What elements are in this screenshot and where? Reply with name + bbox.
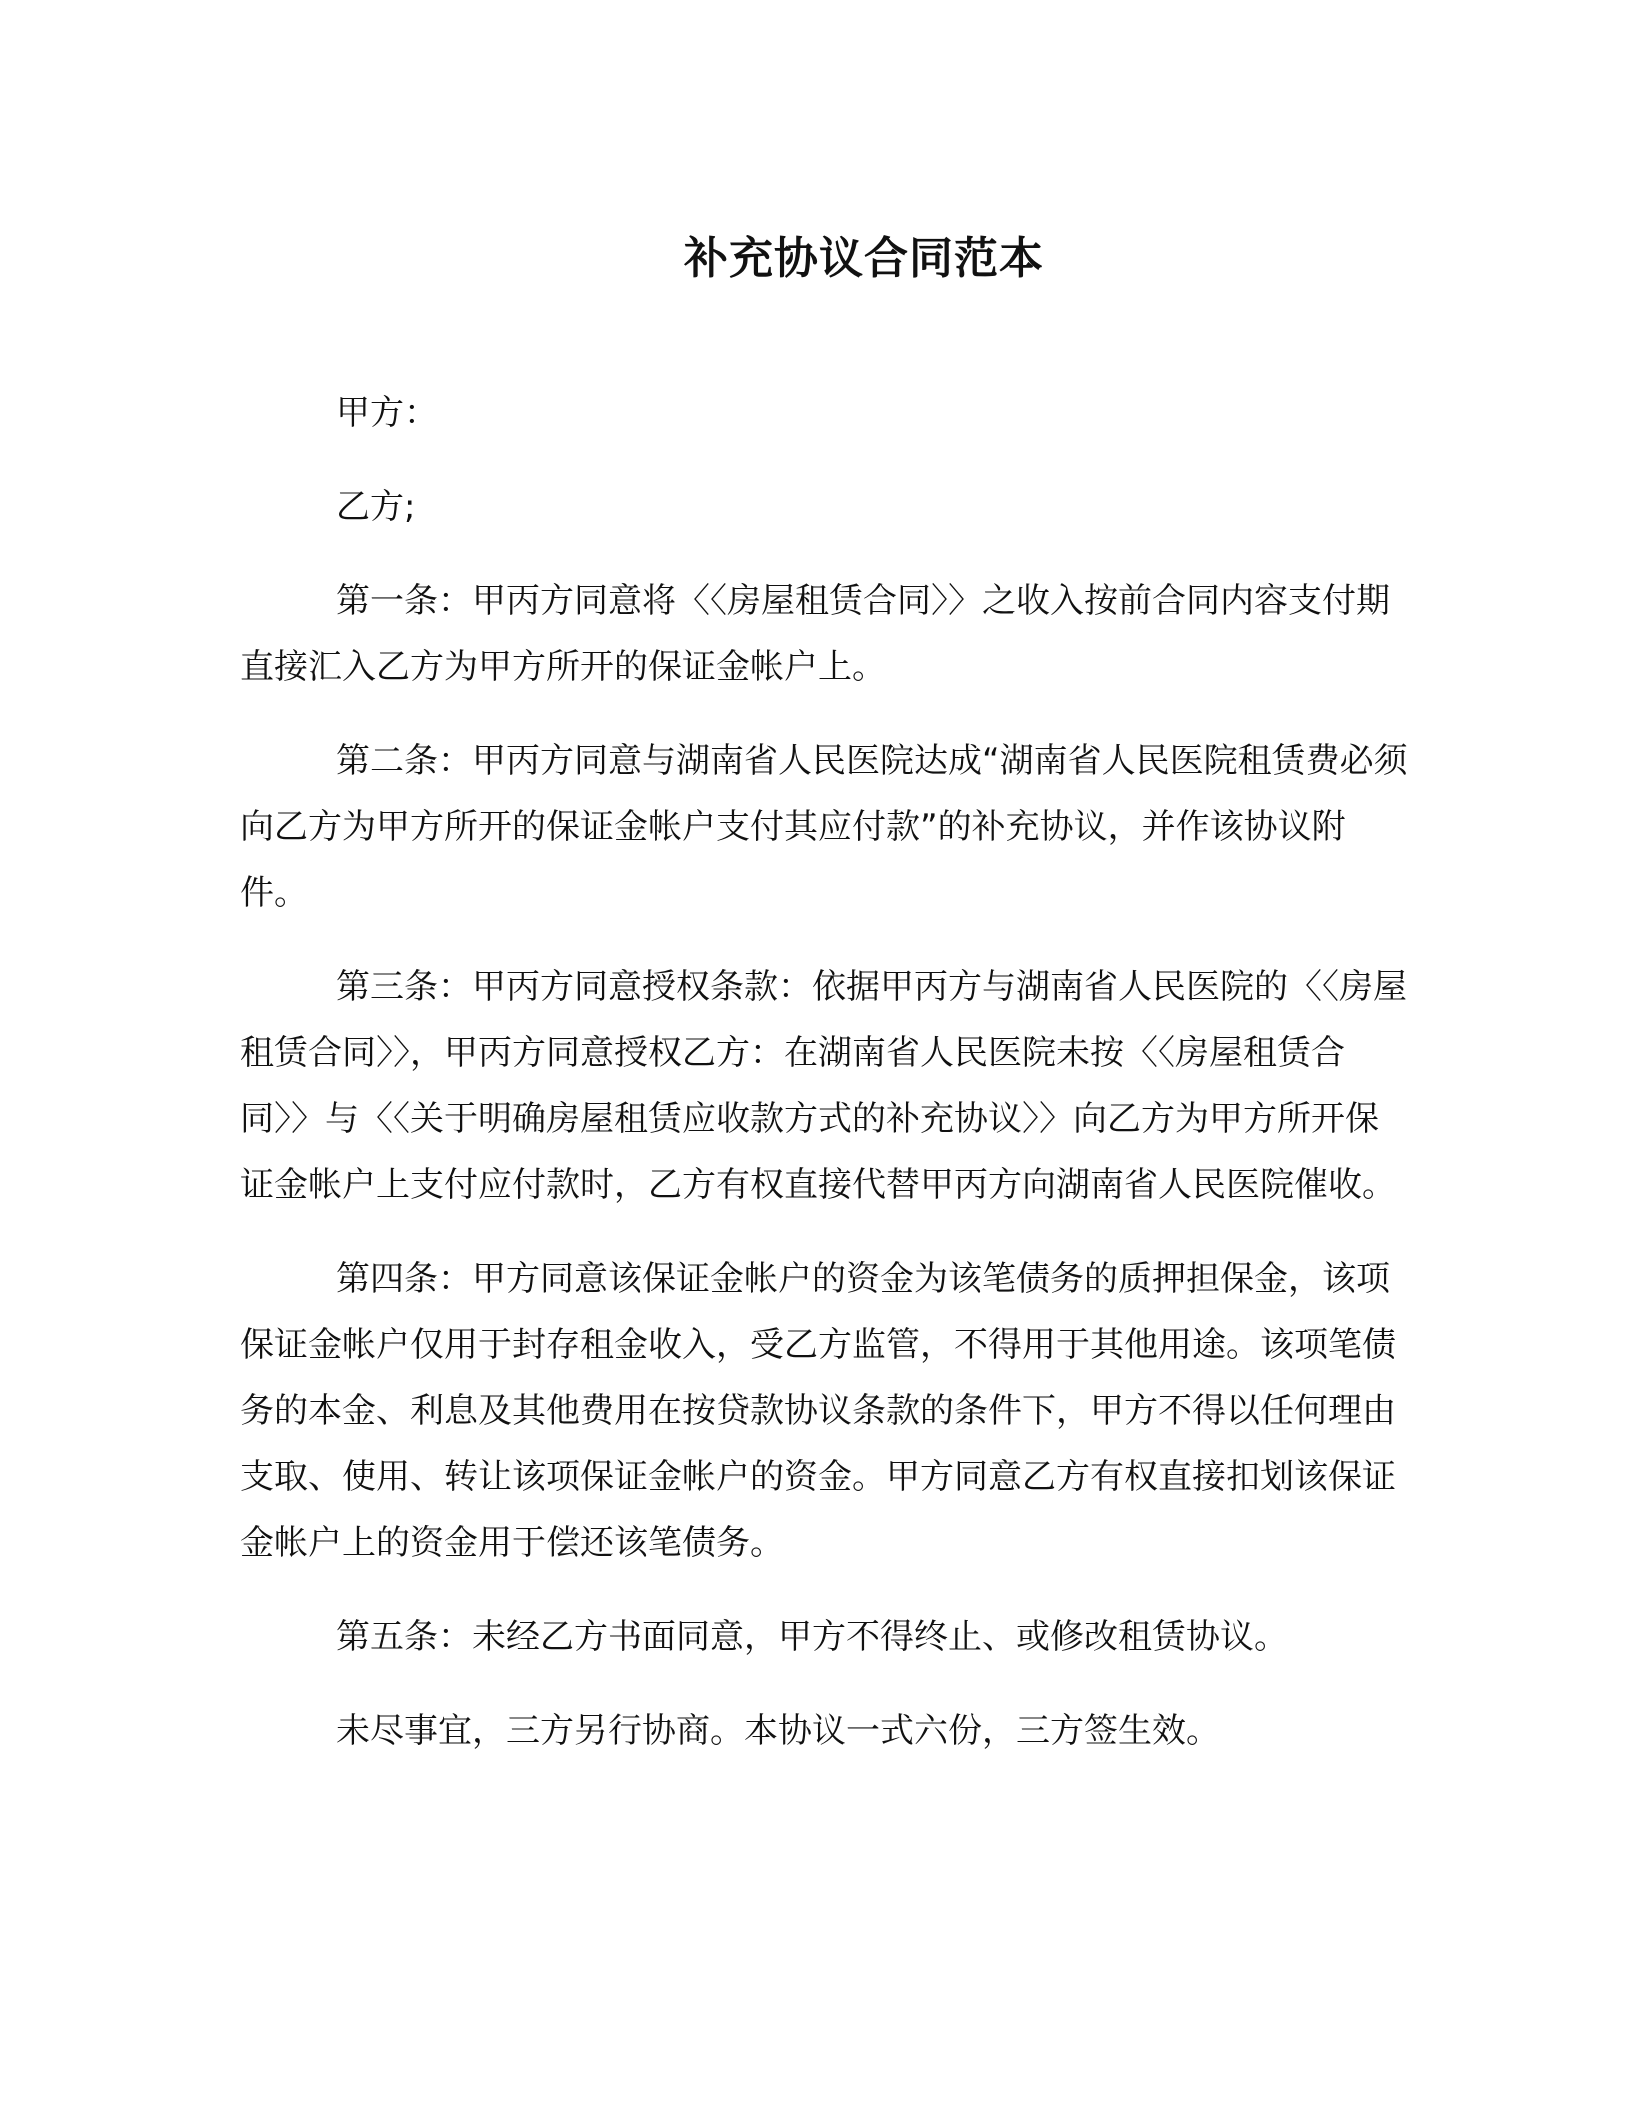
- closing-statement: 未尽事宜，三方另行协商。本协议一式六份，三方签生效。: [336, 1711, 1220, 1751]
- party-b-field: 乙方;: [336, 487, 416, 527]
- document-title: 补充协议合同范本: [684, 233, 1044, 284]
- article-3: 第三条：甲丙方同意授权条款：依据甲丙方与湖南省人民医院的〈〈房屋租赁合同〉〉，甲丙方同意授权乙方：在湖南省人民医院未按〈〈房屋租赁合同〉〉与〈〈关于明确房屋租赁应收款方式的补充协议〉〉向乙方为甲方所开保证金帐户上支付应付款时，乙方有权直接代替甲丙方向湖南省人民医院催收。: [240, 967, 1407, 1205]
- article-5: 第五条：未经乙方书面同意，甲方不得终止、或修改租赁协议。: [336, 1617, 1288, 1657]
- article-1: 第一条：甲丙方同意将〈〈房屋租赁合同〉〉之收入按前合同内容支付期直接汇入乙方为甲方所开的保证金帐户上。: [240, 581, 1390, 687]
- article-2: 第二条：甲丙方同意与湖南省人民医院达成“湖南省人民医院租赁费必须向乙方为甲方所开的保证金帐户支付其应付款”的补充协议，并作该协议附件。: [240, 741, 1408, 913]
- party-a-field: 甲方：: [336, 393, 438, 433]
- article-4: 第四条：甲方同意该保证金帐户的资金为该笔债务的质押担保金，该项保证金帐户仅用于封存租金收入，受乙方监管，不得用于其他用途。该项笔债务的本金、利息及其他费用在按贷款协议条款的条件下，甲方不得以任何理由支取、使用、转让该项保证金帐户的资金。甲方同意乙方有权直接扣划该保证金帐户上的资金用于偿还该笔债务。: [240, 1259, 1396, 1563]
- document-body: [240, 380, 1412, 1792]
